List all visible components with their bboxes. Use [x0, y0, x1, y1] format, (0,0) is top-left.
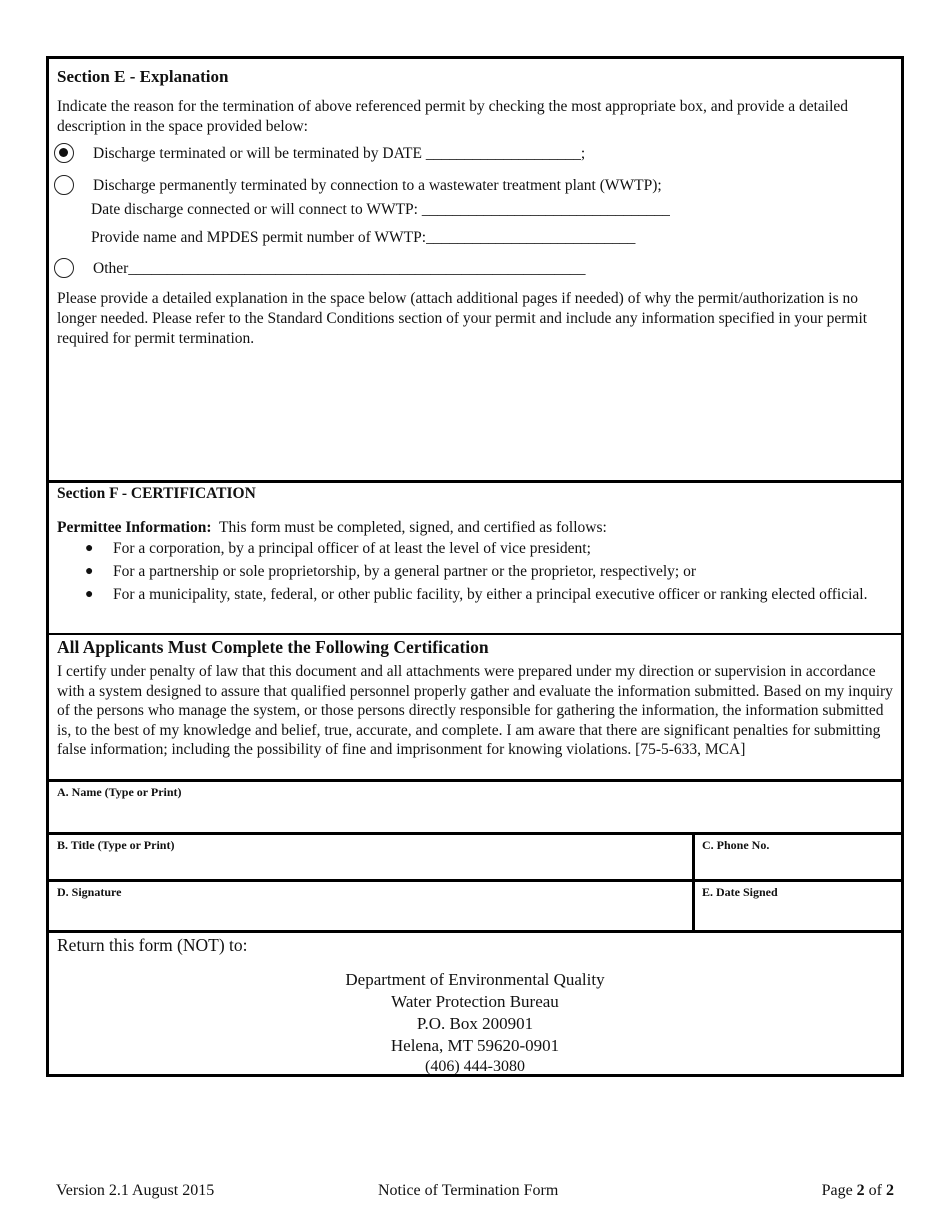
permittee-info [57, 519, 897, 537]
section-e-intro: Indicate the reason for the termination of above referenced permit by checking the most appropriate box, and provide a detailed description in the space provided below: [57, 98, 849, 135]
option-wwtp-radio[interactable] [54, 175, 74, 195]
phone-field-label: C. Phone No. [702, 838, 770, 852]
footer-page-number: Page 2 of 2 [821, 1182, 894, 1199]
permittee-label: Permittee Information: [57, 519, 212, 536]
address-bureau: Water Protection Bureau [391, 992, 559, 1011]
thin-divider [49, 633, 901, 635]
list-item: ● For a municipality, state, federal, or other public facility, by either a principal executive officer or ranking elected official. [85, 586, 868, 603]
section-divider [49, 480, 901, 483]
list-item: ● For a partnership or sole proprietorship, by a general partner or the proprietor, respectively; or [85, 563, 697, 580]
footer-form-name: Notice of Termination Form [378, 1182, 559, 1199]
signatory-list [57, 539, 899, 608]
date-signed-field-label: E. Date Signed [702, 885, 778, 899]
date-signed-input[interactable] [702, 901, 897, 927]
option-other-label: Other___________________________________________________________ [93, 260, 586, 277]
section-e-heading: Section E - Explanation [57, 67, 229, 86]
explanation-prompt: Please provide a detailed explanation in the space below (attach additional pages if needed) of why the permit/authorization is no longer needed. Please refer to the Standard Conditions section of your permit and include any information specified in your permit required for permit termination. [57, 290, 868, 347]
field-divider [49, 879, 901, 882]
wwtp-date-line: Date discharge connected or will connect to WWTP: ________________________________ [91, 201, 670, 218]
name-input[interactable] [57, 801, 897, 829]
bullet-icon: ● [85, 587, 94, 602]
option-wwtp-label: Discharge permanently terminated by connection to a wastewater treatment plant (WWTP); [93, 177, 662, 194]
certification-heading: All Applicants Must Complete the Following Certification [57, 637, 489, 657]
list-item: ● For a corporation, by a principal officer of at least the level of vice president; [85, 540, 591, 557]
phone-input[interactable] [702, 854, 897, 878]
address-phone: (406) 444-3080 [425, 1058, 525, 1075]
section-f-heading: Section F - CERTIFICATION [57, 485, 256, 502]
permittee-text: This form must be completed, signed, and certified as follows: [211, 519, 607, 536]
field-divider [49, 779, 901, 782]
title-input[interactable] [57, 854, 687, 878]
address-po-box: P.O. Box 200901 [416, 1014, 534, 1033]
field-divider [49, 832, 901, 835]
radio-selected-dot [59, 148, 68, 157]
name-field-label: A. Name (Type or Print) [57, 785, 182, 799]
explanation-textarea[interactable] [57, 353, 892, 473]
footer-version: Version 2.1 August 2015 [56, 1182, 215, 1199]
return-label: Return this form (NOT) to: [57, 935, 248, 955]
signature-input[interactable] [57, 901, 687, 927]
bullet-icon: ● [85, 541, 94, 556]
field-column-divider [692, 832, 695, 932]
wwtp-name-line: Provide name and MPDES permit number of WWTP:___________________________ [91, 229, 636, 246]
option-date-label: Discharge terminated or will be terminated by DATE ____________________; [93, 145, 586, 162]
termination-form [46, 56, 904, 1077]
certification-text: I certify under penalty of law that this document and all attachments were prepared under my direction or supervision in accordance with a system designed to assure that qualified personnel properly gather and evaluate the information submitted. Based on my inquiry of the persons who manage the system, or those persons directly responsible for gathering the information, the information submitted is, to the best of my knowledge and belief, true, accurate, and complete. I am aware that there are significant penalties for submitting false information; including the possibility of fine and imprisonment for knowing violations. [75-5-633, MCA] [57, 663, 893, 759]
title-field-label: B. Title (Type or Print) [57, 838, 175, 852]
option-other-radio[interactable] [54, 258, 74, 278]
signature-field-label: D. Signature [57, 885, 122, 899]
address-city: Helena, MT 59620-0901 [390, 1036, 560, 1055]
field-divider [49, 930, 901, 933]
bullet-icon: ● [85, 564, 94, 579]
option-date-radio[interactable] [54, 143, 74, 163]
address-department: Department of Environmental Quality [345, 970, 605, 989]
